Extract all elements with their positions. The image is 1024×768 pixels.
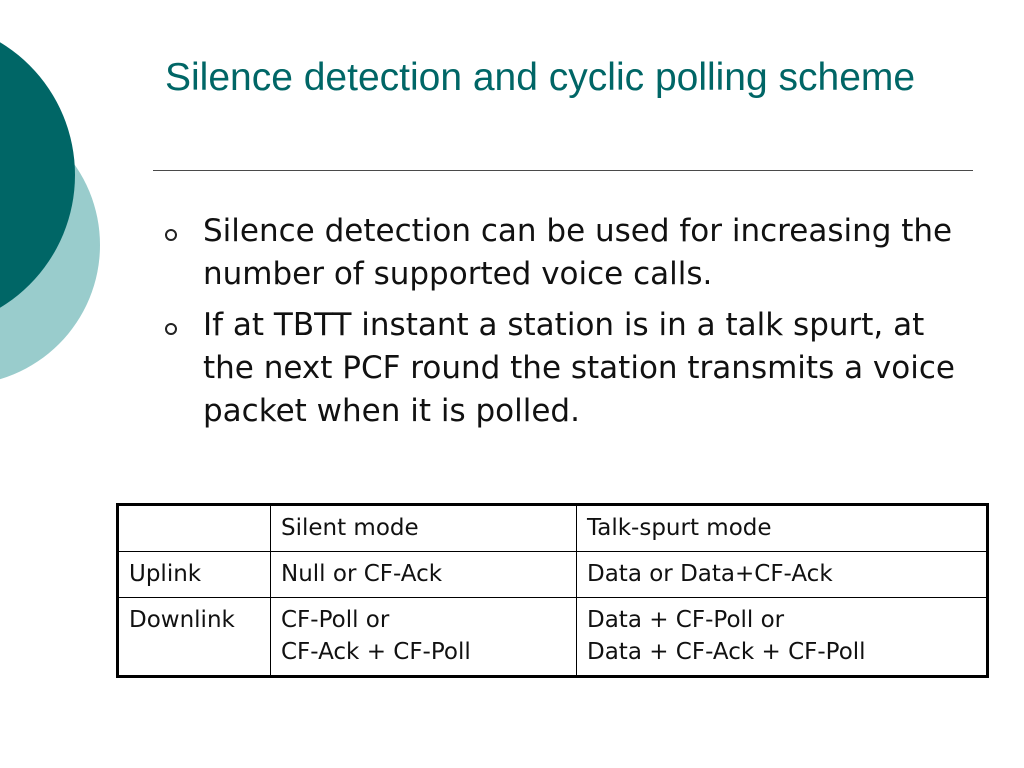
cell-line: CF-Poll or [281,607,390,633]
light-teal-circle [0,105,100,385]
header-cell-silent-mode: Silent mode [271,505,577,552]
table-row [118,552,988,598]
row-label-uplink: Uplink [118,552,271,598]
mode-table [116,503,989,678]
bullet-list [165,210,985,441]
cell-line: CF-Ack + CF-Poll [281,639,471,665]
header-cell-talk-spurt-mode: Talk-spurt mode [577,505,988,552]
bullet-item [165,210,985,296]
slide-title: Silence detection and cyclic polling scheme [165,56,916,99]
cell-uplink-silent [271,552,577,598]
hollow-circle-bullet-icon [165,323,177,335]
bullet-text: If at TBTT instant a station is in a talk spurt, at the next PCF round the station transmits a voice packet when it is polled. [203,307,955,429]
table-header-row [118,505,988,552]
bullet-text: Silence detection can be used for increasing the number of supported voice calls. [203,213,953,292]
cell-line: Null or CF-Ack [281,561,443,587]
cell-line: Data + CF-Ack + CF-Poll [587,639,866,665]
table-row [118,598,988,677]
cell-downlink-silent [271,598,577,677]
row-label-downlink: Downlink [118,598,271,677]
cell-line: Data or Data+CF-Ack [587,561,833,587]
cell-uplink-talk [577,552,988,598]
dark-teal-circle [0,20,75,330]
title-divider [153,170,973,171]
header-cell-empty [118,505,271,552]
hollow-circle-bullet-icon [165,229,177,241]
bullet-item [165,304,985,433]
cell-line: Data + CF-Poll or [587,607,785,633]
cell-downlink-talk [577,598,988,677]
